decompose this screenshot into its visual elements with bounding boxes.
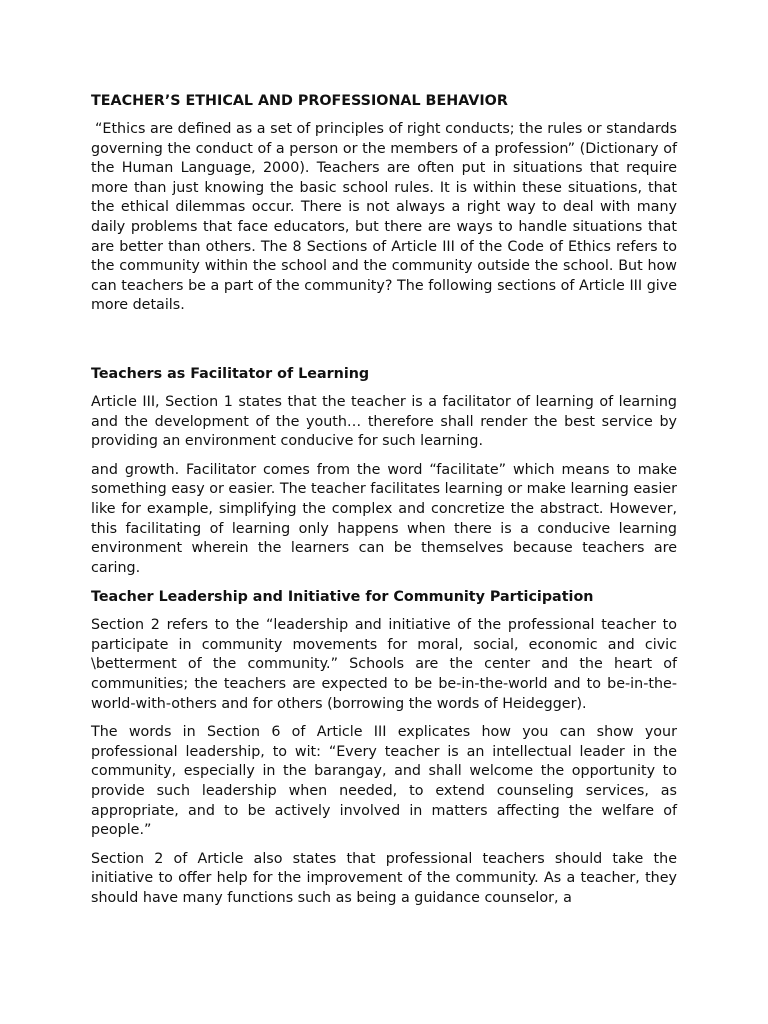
paragraph: Section 2 of Article also states that professional teachers should take the initiative to offer help for the improvement of the community. As a teacher, they should have many functions such as being a guidance counselor, a [91, 850, 677, 906]
section-heading-leadership: Teacher Leadership and Initiative for Community Participation [91, 589, 594, 606]
paragraph: Article III, Section 1 states that the teacher is a facilitator of learning of learning and the development of the youth… therefore shall render the best service by providing an environment conducive for such learning. [91, 393, 677, 450]
section-spacer [91, 325, 677, 364]
paragraph: The words in Section 6 of Article III explicates how you can show your professional leadership, to wit: “Every teacher is an intellectual leader in the community, especially in the barangay, and shall welcome the opportunity to provide such leadership when needed, to extend counseling services, as appropriate, and to be actively involved in matters affecting the welfare of people.” [91, 724, 677, 839]
document-page [91, 91, 677, 918]
section-heading-facilitator: Teachers as Facilitator of Learning [91, 365, 370, 382]
paragraph: Section 2 refers to the “leadership and initiative of the professional teacher to participate in community movements for moral, social, economic and civic \betterment of the community.” Schools are the center and the heart of communities; the teachers are expected to be be-in-the-world and to be-in-the-world-with-others and for others (borrowing the words of Heidegger). [91, 617, 677, 712]
document-title: TEACHER’S ETHICAL AND PROFESSIONAL BEHAVIOR [91, 93, 508, 109]
intro-paragraph: “Ethics are defined as a set of principles of right conducts; the rules or standards governing the conduct of a person or the members of a profession” (Dictionary of the Human Language, 2000). Teachers are often put in situations that require more than just knowing the basic school rules. It is within these situations, that the ethical dilemmas occur. There is not always a right way to deal with many daily problems that face educators, but there are ways to handle situations that are better than others. The 8 Sections of Article III of the Code of Ethics refers to the community within the school and the community outside the school. But how can teachers be a part of the community? The following sections of Article III give more details. [91, 121, 677, 314]
paragraph: and growth. Facilitator comes from the word “facilitate” which means to make something easy or easier. The teacher facilitates learning or make learning easier like for example, simplifying the complex and concretize the abstract. However, this facilitating of learning only happens when there is a conducive learning environment wherein the learners can be themselves because teachers are caring. [91, 461, 677, 576]
